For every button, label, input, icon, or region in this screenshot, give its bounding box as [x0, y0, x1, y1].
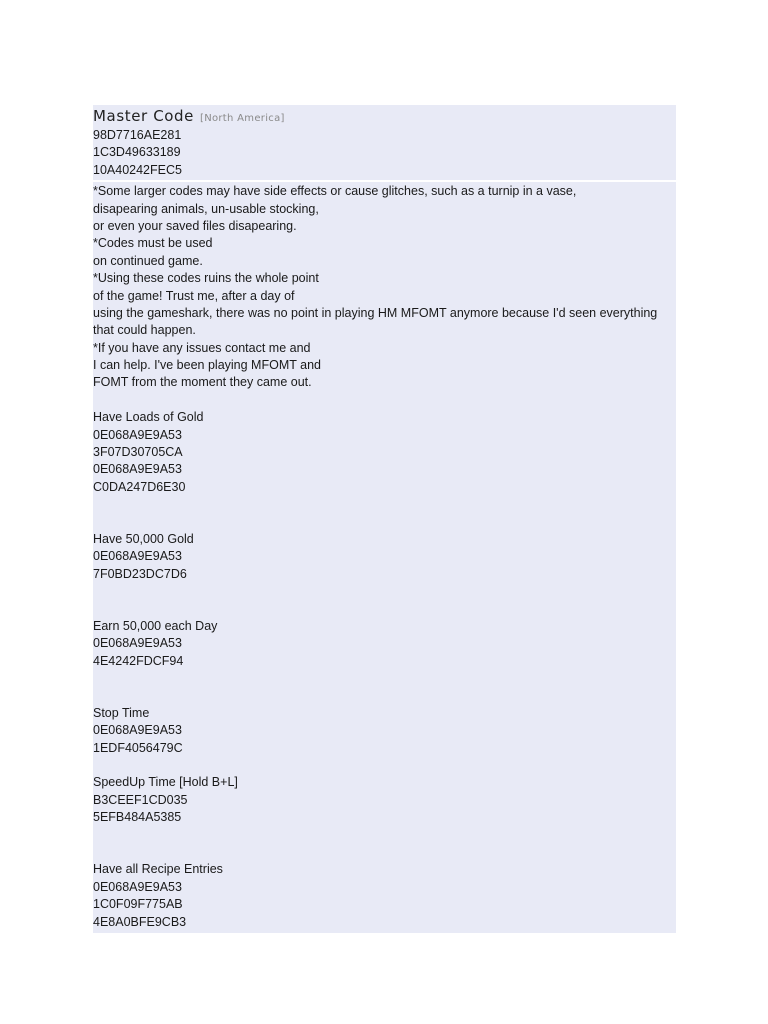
blank-line: [93, 514, 676, 531]
text-line: Stop Time: [93, 705, 150, 720]
text-line: Have Loads of Gold: [93, 410, 204, 425]
blank-line: [93, 601, 676, 618]
region-label: [North America]: [200, 113, 285, 124]
codes-body: [93, 182, 676, 933]
text-line: 3F07D30705CA: [93, 445, 183, 460]
text-line: 1EDF4056479C: [93, 740, 183, 755]
master-code-line: 98D7716AE281: [93, 128, 182, 142]
blank-line: [93, 583, 676, 600]
text-line: B3CEEF1CD035: [93, 792, 188, 807]
text-line: Have 50,000 Gold: [93, 531, 194, 546]
text-line: disapearing animals, un-usable stocking,: [93, 201, 319, 216]
text-line: 0E068A9E9A53: [93, 427, 182, 442]
text-line: *Using these codes ruins the whole point: [93, 271, 319, 286]
blank-line: [93, 670, 676, 687]
text-line: using the gameshark, there was no point in playing HM MFOMT anymore because I'd seen everything: [93, 305, 658, 320]
master-code-list: [93, 127, 676, 179]
text-line: 0E068A9E9A53: [93, 879, 182, 894]
text-line: Have all Recipe Entries: [93, 862, 223, 877]
text-line: of the game! Trust me, after a day of: [93, 288, 295, 303]
blank-line: [93, 496, 676, 513]
text-line: FOMT from the moment they came out.: [93, 375, 312, 390]
master-code-line: 10A40242FEC5: [93, 162, 182, 177]
blank-line: [93, 392, 676, 409]
master-code-block: [93, 105, 676, 180]
text-line: I can help. I've been playing MFOMT and: [93, 358, 321, 373]
blank-line: [93, 827, 676, 844]
text-line: 0E068A9E9A53: [93, 549, 182, 564]
blank-line: [93, 688, 676, 705]
text-line: 0E068A9E9A53: [93, 636, 182, 651]
text-line: on continued game.: [93, 253, 203, 268]
text-line: *Some larger codes may have side effects or cause glitches, such as a turnip in a vase,: [93, 184, 577, 199]
blank-line: [93, 844, 676, 861]
master-code-title: Master Code: [93, 107, 194, 125]
text-line: 5EFB484A5385: [93, 810, 182, 825]
cheat-code-page: [93, 105, 676, 933]
text-line: 0E068A9E9A53: [93, 462, 182, 477]
text-line: or even your saved files disapearing.: [93, 218, 297, 233]
text-line: 0E068A9E9A53: [93, 723, 182, 738]
text-line: that could happen.: [93, 323, 196, 338]
text-line: SpeedUp Time [Hold B+L]: [93, 775, 238, 790]
master-code-header: [93, 105, 676, 127]
text-line: 7F0BD23DC7D6: [93, 566, 187, 581]
text-line: *Codes must be used: [93, 236, 213, 251]
master-code-line: 1C3D49633189: [93, 145, 181, 160]
text-line: 1C0F09F775AB: [93, 897, 183, 912]
text-line: C0DA247D6E30: [93, 479, 186, 494]
text-line: 4E4242FDCF94: [93, 653, 184, 668]
text-line: 4E8A0BFE9CB3: [93, 914, 187, 929]
text-line: *If you have any issues contact me and: [93, 340, 311, 355]
blank-line: [93, 757, 676, 774]
text-line: Earn 50,000 each Day: [93, 618, 218, 633]
